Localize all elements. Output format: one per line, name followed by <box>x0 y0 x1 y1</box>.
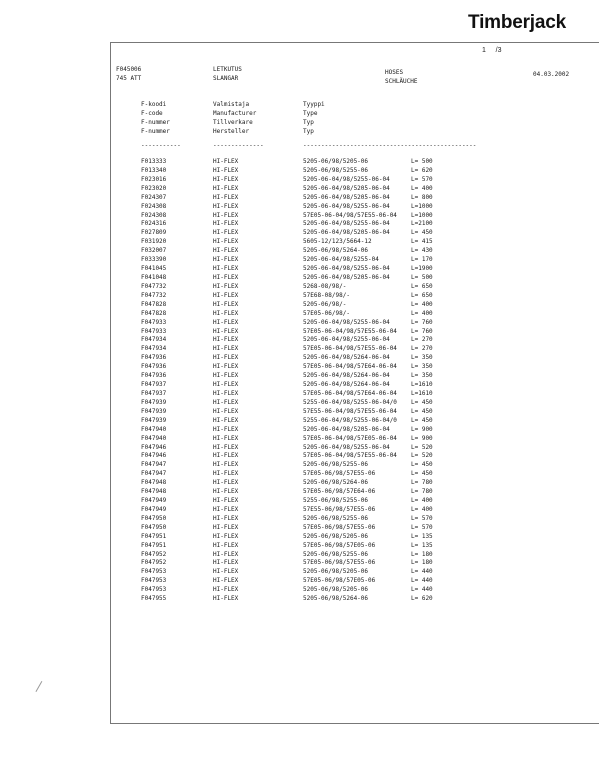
row-type: 57E05-06-04/98/57E55-06-04 <box>303 327 397 335</box>
row-length: L= 180 <box>411 559 433 567</box>
row-type: 5205-06-04/98/5255-06-04 <box>303 265 390 273</box>
row-type: 57E55-06-04/98/57E55-06-04 <box>303 407 397 415</box>
col-maker-de: Hersteller <box>213 128 250 135</box>
row-maker: HI-FLEX <box>213 425 239 433</box>
row-code: F047940 <box>141 434 167 442</box>
row-length: L= 500 <box>411 158 433 165</box>
row-maker: HI-FLEX <box>213 354 239 362</box>
row-code: F047949 <box>141 497 167 505</box>
row-length: L= 780 <box>411 479 433 487</box>
row-length: L=1610 <box>411 381 433 389</box>
row-type: 5205-06-04/98/5255-06-04 <box>303 220 390 228</box>
row-maker: HI-FLEX <box>213 568 239 576</box>
row-maker: HI-FLEX <box>213 470 239 478</box>
row-maker: HI-FLEX <box>213 229 239 237</box>
table-row <box>0 274 600 283</box>
row-code: F047948 <box>141 479 167 487</box>
row-code: F047732 <box>141 282 167 290</box>
table-row <box>0 319 600 328</box>
row-maker: HI-FLEX <box>213 363 239 371</box>
row-length: L= 450 <box>411 416 433 424</box>
row-length: L= 270 <box>411 336 433 344</box>
row-type: 57E05-06/98/57E55-06 <box>303 470 376 478</box>
row-length: L= 900 <box>411 434 433 442</box>
row-code: F047953 <box>141 586 167 594</box>
row-code: F027809 <box>141 229 167 237</box>
row-maker: HI-FLEX <box>213 416 239 424</box>
row-type: 5205-06-04/98/5264-06-04 <box>303 381 390 389</box>
row-code: F047732 <box>141 291 167 299</box>
row-type: 57E05-06/98/- <box>303 309 350 317</box>
table-row <box>0 194 600 203</box>
row-length: L= 415 <box>411 238 433 246</box>
separator-maker: -------------- <box>213 142 264 149</box>
row-type: 57E68-08/98/- <box>303 291 350 299</box>
row-type: 5205-06/98/5264-06 <box>303 479 369 487</box>
table-row <box>0 158 600 167</box>
table-row <box>0 354 600 363</box>
row-type: 5605-12/123/5664-12 <box>303 238 372 246</box>
row-maker: HI-FLEX <box>213 345 239 353</box>
row-length: L= 350 <box>411 363 433 371</box>
row-type: 5255-06-04/98/5255-06-04/0 <box>303 398 397 406</box>
row-type: 5205-06-04/98/5255-06-04 <box>303 175 390 183</box>
row-maker: HI-FLEX <box>213 541 239 549</box>
row-type: 5205-06/98/5205-06 <box>303 158 369 165</box>
row-type: 5255-06-04/98/5255-06-04/0 <box>303 416 397 424</box>
table-row <box>0 176 600 185</box>
col-type-en: Type <box>303 110 318 117</box>
row-length: L= 440 <box>411 568 433 576</box>
table-row <box>0 265 600 274</box>
row-type: 5268-08/98/- <box>303 282 347 290</box>
row-maker: HI-FLEX <box>213 220 239 228</box>
row-maker: HI-FLEX <box>213 434 239 442</box>
row-code: F024308 <box>141 211 167 219</box>
row-maker: HI-FLEX <box>213 256 239 264</box>
table-row <box>0 328 600 337</box>
row-type: 5205-06-04/98/5255-06-04 <box>303 202 390 210</box>
row-length: L= 650 <box>411 282 433 290</box>
table-row <box>0 506 600 515</box>
row-length: L= 760 <box>411 318 433 326</box>
table-row <box>0 586 600 595</box>
row-code: F047933 <box>141 327 167 335</box>
row-code: F047951 <box>141 541 167 549</box>
row-maker: HI-FLEX <box>213 300 239 308</box>
table-row <box>0 479 600 488</box>
row-maker: HI-FLEX <box>213 372 239 380</box>
row-type: 5205-06/98/5264-06 <box>303 247 369 255</box>
row-code: F047946 <box>141 443 167 451</box>
row-code: F047953 <box>141 577 167 585</box>
table-row <box>0 533 600 542</box>
row-type: 5255-06/98/5255-06 <box>303 497 369 505</box>
row-maker: HI-FLEX <box>213 488 239 496</box>
table-row <box>0 568 600 577</box>
row-type: 5205-06-04/98/5205-06-04 <box>303 229 390 237</box>
row-length: L= 520 <box>411 452 433 460</box>
table-row <box>0 497 600 506</box>
row-type: 57E05-06/98/57E05-06 <box>303 541 376 549</box>
row-code: F047937 <box>141 389 167 397</box>
row-maker: HI-FLEX <box>213 193 239 201</box>
row-type: 5205-06/98/5205-06 <box>303 532 369 540</box>
table-row <box>0 426 600 435</box>
row-length: L= 450 <box>411 407 433 415</box>
separator-type: ------------------------------------------------ <box>303 142 477 149</box>
table-row <box>0 390 600 399</box>
row-code: F013340 <box>141 166 167 174</box>
row-type: 57E55-06/98/57E55-06 <box>303 505 376 513</box>
row-length: L=1000 <box>411 202 433 210</box>
row-code: F047934 <box>141 345 167 353</box>
row-maker: HI-FLEX <box>213 532 239 540</box>
row-length: L= 620 <box>411 595 433 603</box>
row-code: F047936 <box>141 363 167 371</box>
doc-code: F045006 <box>116 66 142 73</box>
table-row <box>0 212 600 221</box>
row-type: 57E05-06-04/98/57E64-06-04 <box>303 363 397 371</box>
row-code: F023016 <box>141 175 167 183</box>
row-maker: HI-FLEX <box>213 381 239 389</box>
row-type: 5205-06-04/98/5205-06-04 <box>303 425 390 433</box>
row-code: F047947 <box>141 461 167 469</box>
row-length: L= 570 <box>411 175 433 183</box>
col-type-de: Typ <box>303 128 314 135</box>
row-length: L=1000 <box>411 211 433 219</box>
row-maker: HI-FLEX <box>213 407 239 415</box>
table-row <box>0 595 600 604</box>
row-maker: HI-FLEX <box>213 443 239 451</box>
row-maker: HI-FLEX <box>213 309 239 317</box>
row-maker: HI-FLEX <box>213 595 239 603</box>
row-type: 5205-06-04/98/5205-06-04 <box>303 184 390 192</box>
table-row <box>0 336 600 345</box>
row-maker: HI-FLEX <box>213 318 239 326</box>
table-row <box>0 363 600 372</box>
table-row <box>0 488 600 497</box>
row-code: F047953 <box>141 568 167 576</box>
row-type: 5205-06-04/98/5255-04 <box>303 256 379 264</box>
row-type: 57E05-06/98/57E55-06 <box>303 559 376 567</box>
table-row <box>0 444 600 453</box>
row-length: L= 450 <box>411 229 433 237</box>
table-row <box>0 238 600 247</box>
row-type: 5205-06-04/98/5255-06-04 <box>303 336 390 344</box>
table-row <box>0 559 600 568</box>
row-code: F024316 <box>141 220 167 228</box>
row-type: 57E05-06-04/98/57E55-06-04 <box>303 211 397 219</box>
row-length: L= 135 <box>411 532 433 540</box>
row-maker: HI-FLEX <box>213 389 239 397</box>
row-code: F023020 <box>141 184 167 192</box>
table-row <box>0 577 600 586</box>
title-fi: LETKUTUS <box>213 66 242 73</box>
row-type: 5205-06-04/98/5205-06-04 <box>303 273 390 281</box>
row-type: 57E05-06/98/57E55-06 <box>303 523 376 531</box>
table-row <box>0 310 600 319</box>
separator-code: ----------- <box>141 142 181 149</box>
row-code: F024307 <box>141 193 167 201</box>
row-type: 57E05-06/98/57E64-06 <box>303 488 376 496</box>
row-length: L= 650 <box>411 291 433 299</box>
table-row <box>0 292 600 301</box>
row-code: F047936 <box>141 372 167 380</box>
table-row <box>0 381 600 390</box>
row-maker: HI-FLEX <box>213 184 239 192</box>
row-maker: HI-FLEX <box>213 586 239 594</box>
row-maker: HI-FLEX <box>213 327 239 335</box>
title-en: HOSES <box>385 69 404 76</box>
row-code: F047950 <box>141 514 167 522</box>
doc-model: 745 ATT <box>116 75 142 82</box>
row-type: 5205-06/98/5205-06 <box>303 586 369 594</box>
row-length: L= 620 <box>411 166 433 174</box>
row-maker: HI-FLEX <box>213 523 239 531</box>
row-type: 5205-06-04/98/5255-06-04 <box>303 443 390 451</box>
col-maker-en: Manufacturer <box>213 110 257 117</box>
row-maker: HI-FLEX <box>213 211 239 219</box>
row-length: L= 780 <box>411 488 433 496</box>
row-maker: HI-FLEX <box>213 497 239 505</box>
col-maker-fi: Valmistaja <box>213 101 250 108</box>
row-maker: HI-FLEX <box>213 202 239 210</box>
row-maker: HI-FLEX <box>213 238 239 246</box>
row-length: L=1900 <box>411 265 433 273</box>
table-row <box>0 452 600 461</box>
row-length: L= 400 <box>411 505 433 513</box>
row-code: F047955 <box>141 595 167 603</box>
row-length: L=1610 <box>411 389 433 397</box>
row-maker: HI-FLEX <box>213 550 239 558</box>
table-row <box>0 408 600 417</box>
table-row <box>0 399 600 408</box>
row-code: F047952 <box>141 550 167 558</box>
table-row <box>0 461 600 470</box>
row-code: F024308 <box>141 202 167 210</box>
row-length: L= 170 <box>411 256 433 264</box>
table-row <box>0 542 600 551</box>
row-length: L= 450 <box>411 398 433 406</box>
row-type: 5205-06/98/- <box>303 300 347 308</box>
row-length: L= 350 <box>411 354 433 362</box>
col-code-sv: F-nummer <box>141 119 170 126</box>
row-length: L= 450 <box>411 470 433 478</box>
row-code: F031920 <box>141 238 167 246</box>
row-length: L= 440 <box>411 577 433 585</box>
row-length: L= 430 <box>411 247 433 255</box>
row-type: 5205-06/98/5264-06 <box>303 595 369 603</box>
row-code: F032007 <box>141 247 167 255</box>
row-code: F047951 <box>141 532 167 540</box>
row-maker: HI-FLEX <box>213 247 239 255</box>
row-maker: HI-FLEX <box>213 265 239 273</box>
brand-logo: Timberjack <box>468 12 566 33</box>
col-type-fi: Tyyppi <box>303 101 325 108</box>
row-maker: HI-FLEX <box>213 577 239 585</box>
row-length: L= 570 <box>411 514 433 522</box>
page-number <box>482 47 501 55</box>
row-type: 57E05-06-04/98/57E55-06-04 <box>303 345 397 353</box>
row-length: L= 180 <box>411 550 433 558</box>
row-type: 5205-06/98/5255-06 <box>303 166 369 174</box>
row-maker: HI-FLEX <box>213 461 239 469</box>
row-type: 5205-06/98/5255-06 <box>303 514 369 522</box>
row-code: F013333 <box>141 158 167 165</box>
row-code: F047939 <box>141 416 167 424</box>
row-code: F047948 <box>141 488 167 496</box>
row-length: L= 440 <box>411 586 433 594</box>
row-code: F047949 <box>141 505 167 513</box>
table-row <box>0 167 600 176</box>
table-row <box>0 283 600 292</box>
table-row <box>0 417 600 426</box>
row-length: L= 270 <box>411 345 433 353</box>
row-maker: HI-FLEX <box>213 452 239 460</box>
row-type: 57E05-06-04/98/57E05-06-04 <box>303 434 397 442</box>
table-row <box>0 372 600 381</box>
row-length: L= 400 <box>411 184 433 192</box>
table-row <box>0 247 600 256</box>
row-length: L= 400 <box>411 300 433 308</box>
col-code-de: F-nummer <box>141 128 170 135</box>
row-length: L= 350 <box>411 372 433 380</box>
row-maker: HI-FLEX <box>213 158 239 165</box>
col-code-fi: F-koodi <box>141 101 167 108</box>
row-maker: HI-FLEX <box>213 166 239 174</box>
row-code: F047828 <box>141 300 167 308</box>
row-code: F047939 <box>141 407 167 415</box>
row-code: F047828 <box>141 309 167 317</box>
table-row <box>0 220 600 229</box>
table-row <box>0 301 600 310</box>
table-row <box>0 203 600 212</box>
table-row <box>0 345 600 354</box>
row-maker: HI-FLEX <box>213 505 239 513</box>
row-length: L= 500 <box>411 273 433 281</box>
page-total: /3 <box>495 47 502 54</box>
row-type: 5205-06-04/98/5255-06-04 <box>303 318 390 326</box>
row-maker: HI-FLEX <box>213 175 239 183</box>
col-code-en: F-code <box>141 110 163 117</box>
table-row <box>0 515 600 524</box>
row-length: L= 760 <box>411 327 433 335</box>
row-code: F047936 <box>141 354 167 362</box>
row-code: F047934 <box>141 336 167 344</box>
table-row <box>0 435 600 444</box>
row-maker: HI-FLEX <box>213 273 239 281</box>
table-row <box>0 551 600 560</box>
row-type: 5205-06-04/98/5264-06-04 <box>303 372 390 380</box>
row-type: 57E05-06-04/98/57E55-06-04 <box>303 452 397 460</box>
row-length: L= 570 <box>411 523 433 531</box>
row-type: 57E05-06-04/98/57E64-06-04 <box>303 389 397 397</box>
row-type: 5205-06/98/5255-06 <box>303 550 369 558</box>
row-maker: HI-FLEX <box>213 336 239 344</box>
row-type: 5205-06/98/5255-06 <box>303 461 369 469</box>
row-length: L= 400 <box>411 497 433 505</box>
row-length: L= 400 <box>411 309 433 317</box>
title-de: SCHLÄUCHE <box>385 78 418 85</box>
row-length: L= 900 <box>411 425 433 433</box>
row-type: 5205-06-04/98/5264-06-04 <box>303 354 390 362</box>
row-code: F047952 <box>141 559 167 567</box>
row-maker: HI-FLEX <box>213 291 239 299</box>
row-code: F047937 <box>141 381 167 389</box>
row-code: F041048 <box>141 273 167 281</box>
row-length: L= 135 <box>411 541 433 549</box>
table-row <box>0 185 600 194</box>
row-maker: HI-FLEX <box>213 514 239 522</box>
page-current: 1 <box>482 47 486 54</box>
row-code: F047940 <box>141 425 167 433</box>
row-maker: HI-FLEX <box>213 559 239 567</box>
row-length: L=2100 <box>411 220 433 228</box>
table-row <box>0 256 600 265</box>
hose-table <box>0 158 600 604</box>
table-row <box>0 524 600 533</box>
row-length: L= 800 <box>411 193 433 201</box>
row-code: F033390 <box>141 256 167 264</box>
row-code: F047947 <box>141 470 167 478</box>
row-type: 5205-06/98/5205-06 <box>303 568 369 576</box>
row-type: 57E05-06/98/57E05-06 <box>303 577 376 585</box>
row-code: F047946 <box>141 452 167 460</box>
row-length: L= 520 <box>411 443 433 451</box>
col-maker-sv: Tillverkare <box>213 119 253 126</box>
row-code: F047933 <box>141 318 167 326</box>
row-length: L= 450 <box>411 461 433 469</box>
row-type: 5205-06-04/98/5205-06-04 <box>303 193 390 201</box>
row-code: F047950 <box>141 523 167 531</box>
row-maker: HI-FLEX <box>213 398 239 406</box>
title-sv: SLANGAR <box>213 75 239 82</box>
row-maker: HI-FLEX <box>213 282 239 290</box>
scan-mark <box>35 681 47 695</box>
table-row <box>0 470 600 479</box>
table-row <box>0 229 600 238</box>
doc-date: 04.03.2002 <box>533 71 570 78</box>
col-type-sv: Typ <box>303 119 314 126</box>
row-code: F047939 <box>141 398 167 406</box>
row-code: F041045 <box>141 265 167 273</box>
row-maker: HI-FLEX <box>213 479 239 487</box>
